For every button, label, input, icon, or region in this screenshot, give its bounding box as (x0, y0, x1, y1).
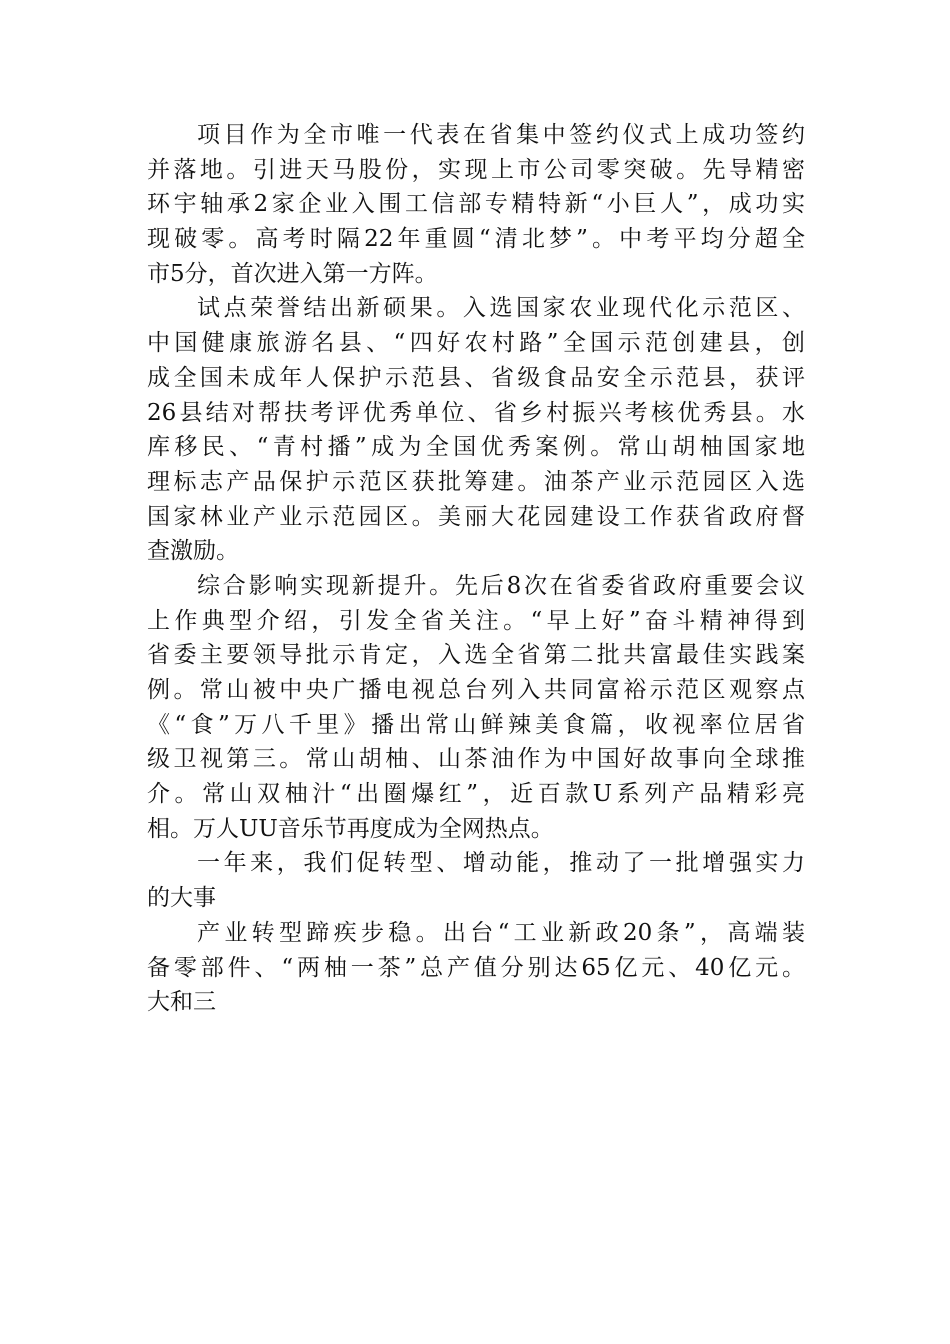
text-line: 上作典型介绍，引发全省关注。“早上好”奋斗精神得到 (147, 607, 805, 634)
text-line: 例。常山被中央广播电视总台列入共同富裕示范区观察点 (147, 677, 805, 703)
document-body (147, 118, 805, 1020)
paragraph (147, 916, 805, 1020)
text-line: 成全国未成年人保护示范县、省级食品安全示范县，获评 (147, 364, 805, 391)
paragraph (147, 569, 805, 847)
text-line: 一年来，我们促转型、增动能，推动了一批增强实力 (197, 850, 805, 877)
text-line: 现破零。高考时隔22年重圆“清北梦”。中考平均分超全 (147, 226, 805, 253)
paragraph (147, 291, 805, 569)
text-line: 26县结对帮扶考评优秀单位、省乡村振兴考核优秀县。水 (147, 399, 805, 426)
text-line: 省委主要领导批示肯定，入选全省第二批共富最佳实践案 (147, 642, 805, 669)
text-line: 并落地。引进天马股份，实现上市公司零突破。先导精密 (147, 156, 805, 183)
text-line: 库移民、“青村播”成为全国优秀案例。常山胡柚国家地 (147, 434, 805, 461)
paragraph (147, 846, 805, 915)
text-line: 备零部件、“两柚一茶”总产值分别达65亿元、40亿元。 (147, 954, 805, 981)
text-line: 中国健康旅游名县、“四好农村路”全国示范创建县，创 (147, 330, 805, 357)
text-line: 介。常山双柚汁“出圈爆红”，近百款U系列产品精彩亮 (147, 781, 805, 808)
text-line: 查激励。 (147, 538, 239, 565)
text-line: 项目作为全市唯一代表在省集中签约仪式上成功签约 (197, 122, 805, 148)
text-line: 相。万人UU音乐节再度成为全网热点。 (147, 815, 554, 842)
text-line: 产业转型蹄疾步稳。出台“工业新政20条”，高端装 (197, 919, 805, 946)
text-line: 理标志产品保护示范区获批筹建。油茶产业示范园区入选 (147, 468, 805, 495)
text-line: 大和三 (147, 989, 216, 1016)
text-line: 市5分，首次进入第一方阵。 (147, 260, 438, 287)
paragraph (147, 118, 805, 291)
text-line: 《“食”万八千里》播出常山鲜辣美食篇，收视率位居省 (147, 711, 805, 738)
text-line: 国家林业产业示范园区。美丽大花园建设工作获省政府督 (147, 503, 805, 530)
text-line: 的大事 (147, 885, 216, 912)
text-line: 环宇轴承2家企业入围工信部专精特新“小巨人”，成功实 (147, 191, 805, 218)
text-line: 综合影响实现新提升。先后8次在省委省政府重要会议 (197, 572, 805, 599)
text-line: 级卫视第三。常山胡柚、山茶油作为中国好故事向全球推 (147, 746, 805, 773)
text-line: 试点荣誉结出新硕果。入选国家农业现代化示范区、 (197, 295, 805, 322)
